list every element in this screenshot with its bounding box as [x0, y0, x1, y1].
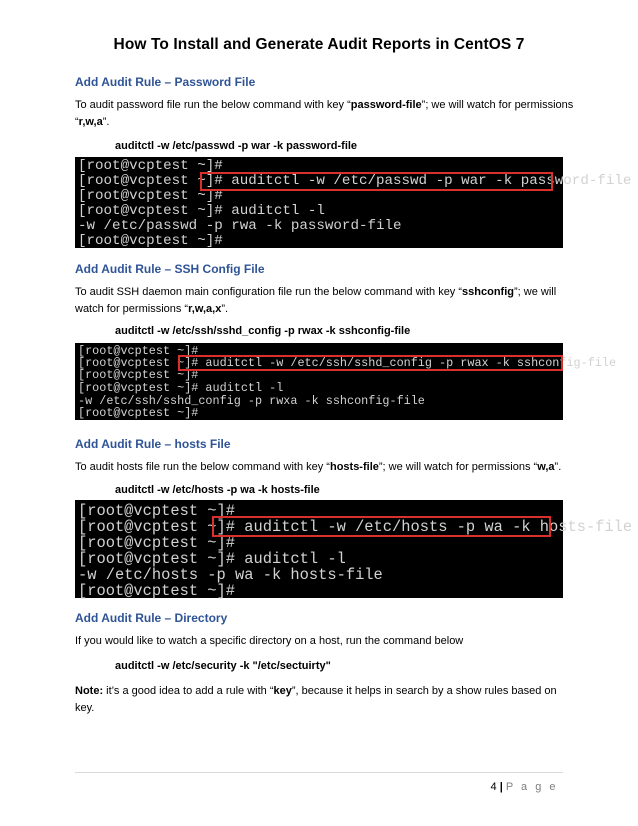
page-footer: [491, 781, 559, 793]
page-label: P a g e: [505, 781, 558, 793]
text: ”; we will watch for permissions “: [75, 286, 557, 315]
text: ”.: [102, 116, 110, 128]
paragraph-password-file: [75, 97, 575, 131]
terminal-screenshot-password-file: [75, 157, 632, 249]
terminal-line: [root@vcptest ~]# auditctl -l: [78, 550, 346, 568]
command-hosts-file: auditctl -w /etc/hosts -p wa -k hosts-file: [115, 484, 320, 496]
paragraph-hosts-file: [75, 459, 575, 476]
terminal-screenshot-hosts-file: [75, 500, 633, 600]
document-title: How To Install and Generate Audit Reports in CentOS 7: [113, 36, 525, 53]
terminal-line: [root@vcptest ~]#: [78, 233, 223, 249]
page-number: 4: [490, 781, 497, 793]
text: ”; we will watch for permissions “: [75, 99, 574, 128]
heading-hosts-file: Add Audit Rule – hosts File: [75, 437, 231, 451]
permissions: r,w,a,x: [188, 303, 222, 315]
command-password-file: auditctl -w /etc/passwd -p war -k password-file: [115, 140, 358, 152]
footer-separator: |: [499, 781, 503, 793]
terminal-line: [root@vcptest ~]#: [78, 534, 236, 552]
terminal-line: [root@vcptest ~]#: [78, 368, 199, 382]
key-name: sshconfig: [462, 286, 514, 298]
footer-divider: [75, 772, 563, 773]
note-paragraph: [75, 683, 575, 717]
text: To audit password file run the below command with key “: [75, 99, 351, 111]
terminal-line: -w /etc/passwd -p rwa -k password-file: [78, 218, 402, 234]
key-name: password-file: [350, 99, 422, 111]
terminal-screenshot-ssh-config-file: [75, 343, 617, 420]
command-ssh-config-file: auditctl -w /etc/ssh/sshd_config -p rwax -k sshconfig-file: [115, 325, 411, 337]
terminal-line: [root@vcptest ~]#: [78, 582, 236, 600]
key-name: hosts-file: [329, 461, 379, 473]
text: ”.: [554, 461, 562, 473]
paragraph-ssh-config-file: [75, 284, 565, 318]
text: ”, because it helps in search by a show rules based on key.: [75, 685, 557, 714]
permissions: w,a: [537, 461, 555, 473]
heading-directory: Add Audit Rule – Directory: [75, 611, 228, 625]
terminal-line: [root@vcptest ~]#: [78, 406, 199, 420]
terminal-line: [root@vcptest ~]#: [78, 502, 236, 520]
highlight-box: [212, 516, 551, 537]
highlight-box: [200, 172, 553, 191]
heading-ssh-config-file: Add Audit Rule – SSH Config File: [75, 262, 265, 276]
text: ”; we will watch for permissions “: [378, 461, 538, 473]
note-label: Note:: [75, 685, 104, 697]
terminal-line: [root@vcptest ~]#: [78, 344, 199, 358]
terminal-line: [root@vcptest ~]# auditctl -w /etc/hosts -p wa -k hosts-file: [78, 518, 633, 536]
heading-password-file: Add Audit Rule – Password File: [75, 75, 256, 89]
terminal-line: -w /etc/ssh/sshd_config -p rwxa -k sshconfig-file: [78, 394, 425, 408]
highlight-box: [178, 355, 563, 371]
text: it’s a good idea to add a rule with “: [103, 685, 274, 697]
key-name: key: [273, 685, 292, 697]
terminal-line: [root@vcptest ~]# auditctl -w /etc/ssh/sshd_config -p rwax -k sshconfig-file: [78, 356, 617, 370]
terminal-line: [root@vcptest ~]#: [78, 188, 223, 204]
terminal-line: -w /etc/hosts -p wa -k hosts-file: [78, 566, 383, 584]
terminal-line: [root@vcptest ~]#: [78, 158, 223, 174]
text: ”.: [221, 303, 229, 315]
terminal-line: [root@vcptest ~]# auditctl -l: [78, 381, 284, 395]
terminal-line: [root@vcptest ~]# auditctl -w /etc/passwd -p war -k password-file: [78, 173, 632, 189]
command-directory: auditctl -w /etc/security -k "/etc/sectuirty": [115, 660, 331, 672]
paragraph-directory: If you would like to watch a specific directory on a host, run the command below: [75, 635, 464, 647]
text: To audit hosts file run the below command with key “: [75, 461, 330, 473]
permissions: r,w,a: [78, 116, 103, 128]
terminal-line: [root@vcptest ~]# auditctl -l: [78, 203, 325, 219]
text: To audit SSH daemon main configuration file run the below command with key “: [75, 286, 463, 298]
